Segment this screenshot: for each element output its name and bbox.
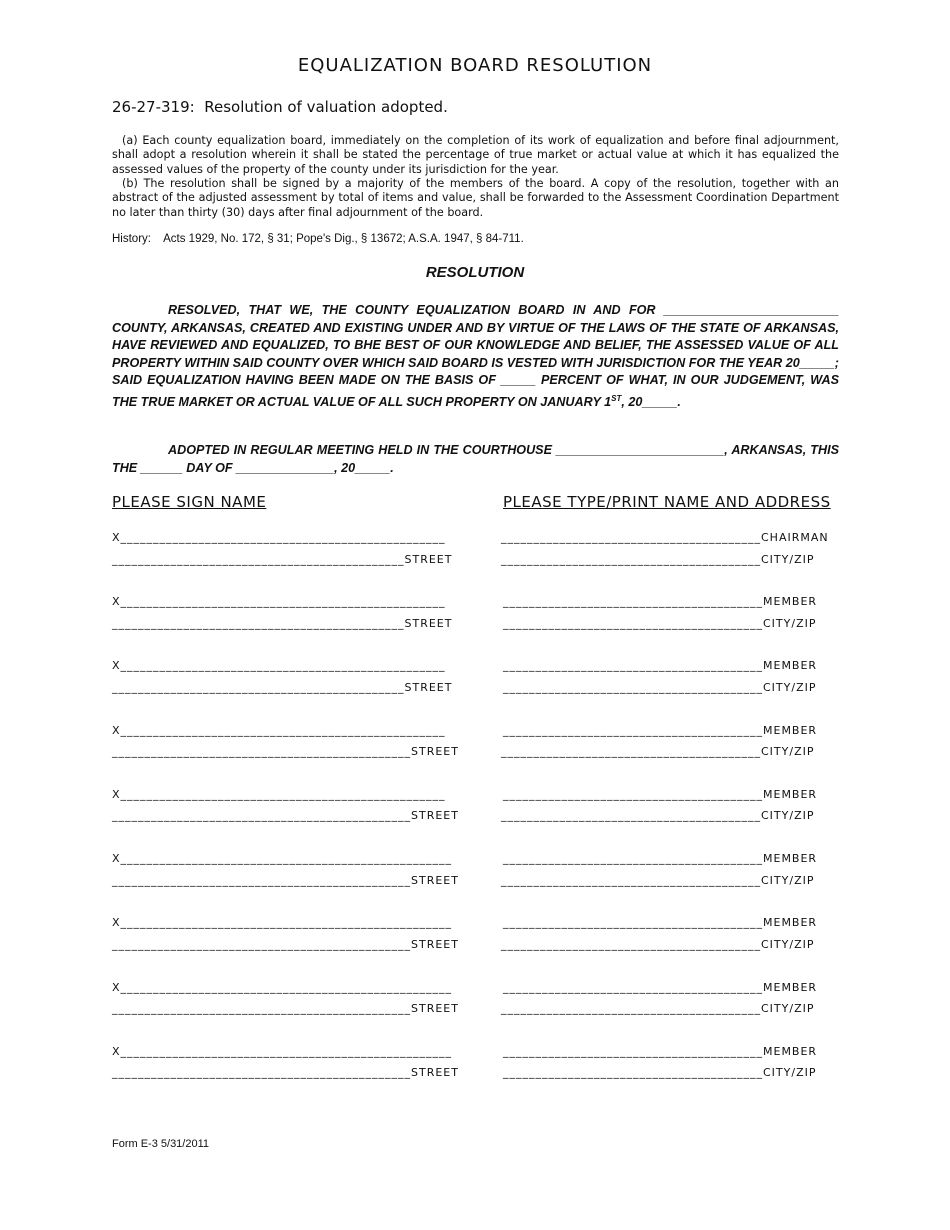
resolution-body <box>112 302 839 411</box>
signature-line[interactable]: X__________________________________________________ <box>112 659 446 672</box>
signature-line[interactable]: X___________________________________________________ <box>112 852 453 865</box>
resolution-text-end: , 20_____. <box>621 394 681 409</box>
member-name-line[interactable]: ________________________________________MEMBER <box>503 981 818 994</box>
chairman-name-line[interactable]: ________________________________________CHAIRMAN <box>501 531 829 544</box>
statute-paragraph-b: (b) The resolution shall be signed by a majority of the members of the board. A copy of the resolution, together with an abstract of the adjusted assessment by total of items and value, shall be forwarded to the Assessment Coordination Department no later than thirty (30) days after final adjournment of the board. <box>112 177 839 219</box>
form-footer: Form E-3 5/31/2011 <box>112 1138 210 1150</box>
resolution-heading: RESOLUTION <box>425 264 525 281</box>
member-name-line[interactable]: ________________________________________MEMBER <box>503 595 818 608</box>
history-note: History: Acts 1929, No. 172, § 31; Pope's Dig., § 13672; A.S.A. 1947, § 84-711. <box>112 233 524 245</box>
city-zip-line[interactable]: ________________________________________CITY/ZIP <box>501 745 815 758</box>
page-title: EQUALIZATION BOARD RESOLUTION <box>297 55 653 76</box>
city-zip-line[interactable]: ________________________________________CITY/ZIP <box>503 617 817 630</box>
city-zip-line[interactable]: ________________________________________CITY/ZIP <box>501 1002 815 1015</box>
signature-line[interactable]: X__________________________________________________ <box>112 724 446 737</box>
street-line[interactable]: _____________________________________________STREET <box>112 553 453 566</box>
member-name-line[interactable]: ________________________________________MEMBER <box>503 788 818 801</box>
resolution-superscript: ST <box>611 393 622 403</box>
statute-heading: 26-27-319: Resolution of valuation adopted. <box>112 98 448 116</box>
statute-paragraph-a: (a) Each county equalization board, immediately on the completion of its work of equalization and before final adjournment, shall adopt a resolution wherein it shall be stated the percentage of true market or actual value at which it has equalized the assessed values of the property of the county under its jurisdiction for the year. <box>112 134 839 176</box>
signature-line[interactable]: X__________________________________________________ <box>112 531 446 544</box>
adopted-statement <box>112 442 839 477</box>
street-line[interactable]: _____________________________________________STREET <box>112 681 453 694</box>
print-name-header: PLEASE TYPE/PRINT NAME AND ADDRESS <box>503 493 831 511</box>
city-zip-line[interactable]: ________________________________________CITY/ZIP <box>501 938 815 951</box>
city-zip-line[interactable]: ________________________________________CITY/ZIP <box>503 681 817 694</box>
street-line[interactable]: ______________________________________________STREET <box>112 1002 459 1015</box>
signature-line[interactable]: X__________________________________________________ <box>112 788 446 801</box>
signature-line[interactable]: X__________________________________________________ <box>112 595 446 608</box>
street-line[interactable]: ______________________________________________STREET <box>112 745 459 758</box>
street-line[interactable]: ______________________________________________STREET <box>112 938 459 951</box>
street-line[interactable]: ______________________________________________STREET <box>112 1066 459 1079</box>
member-name-line[interactable]: ________________________________________MEMBER <box>503 1045 818 1058</box>
adopted-text: ADOPTED IN REGULAR MEETING HELD IN THE COURTHOUSE ________________________, ARKANSAS, THIS THE ______ DAY OF ______________, 20_____. <box>112 443 839 475</box>
city-zip-line[interactable]: ________________________________________CITY/ZIP <box>503 1066 817 1079</box>
city-zip-line[interactable]: ________________________________________CITY/ZIP <box>501 874 815 887</box>
signature-line[interactable]: X___________________________________________________ <box>112 916 453 929</box>
member-name-line[interactable]: ________________________________________MEMBER <box>503 916 818 929</box>
city-zip-line[interactable]: ________________________________________CITY/ZIP <box>501 809 815 822</box>
street-line[interactable]: ______________________________________________STREET <box>112 874 459 887</box>
signature-line[interactable]: X___________________________________________________ <box>112 981 453 994</box>
resolution-text: RESOLVED, THAT WE, THE COUNTY EQUALIZATION BOARD IN AND FOR _________________________ COUNTY, ARKANSAS, CREATED AND EXISTING UNDER AND BY VIRTUE OF THE LAWS OF THE STATE OF ARKANSAS, HAVE REVIEWED AND EQUALIZED, TO BHE BEST OF OUR KNOWLEDGE AND BELIEF, THE ASSESSED VALUE OF ALL PROPERTY WITHIN SAID COUNTY OVER WHICH SAID BOARD IS VESTED WITH JURISDICTION FOR THE YEAR 20_____; SAID EQUALIZATION HAVING BEEN MADE ON THE BASIS OF _____ PERCENT OF WHAT, IN OUR JUDGEMENT, WAS THE TRUE MARKET OR ACTUAL VALUE OF ALL SUCH PROPERTY ON JANUARY 1 <box>112 303 839 409</box>
street-line[interactable]: _____________________________________________STREET <box>112 617 453 630</box>
member-name-line[interactable]: ________________________________________MEMBER <box>503 852 818 865</box>
city-zip-line[interactable]: ________________________________________CITY/ZIP <box>501 553 815 566</box>
sign-name-header: PLEASE SIGN NAME <box>112 493 267 511</box>
member-name-line[interactable]: ________________________________________MEMBER <box>503 659 818 672</box>
member-name-line[interactable]: ________________________________________MEMBER <box>503 724 818 737</box>
street-line[interactable]: ______________________________________________STREET <box>112 809 459 822</box>
signature-line[interactable]: X___________________________________________________ <box>112 1045 453 1058</box>
